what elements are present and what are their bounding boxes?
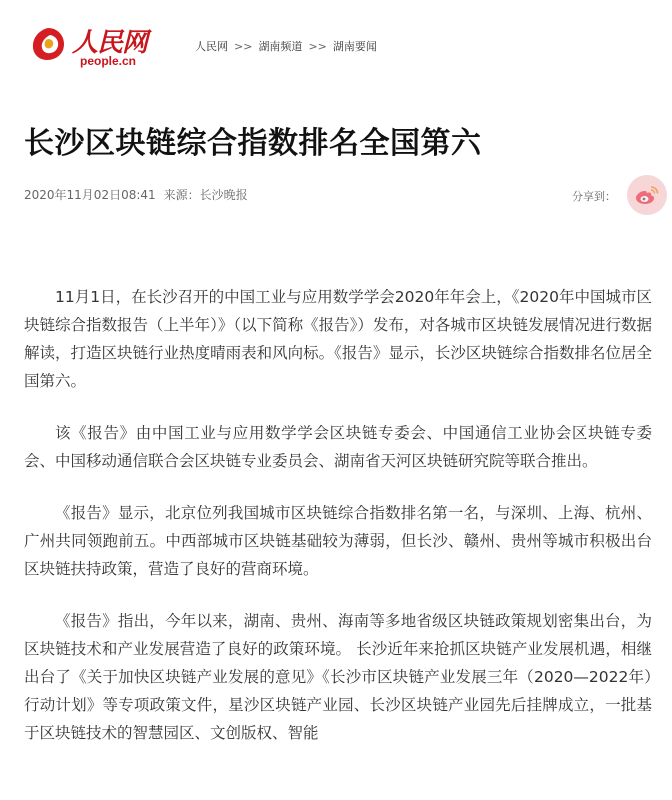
breadcrumb-item-hunan-channel[interactable]: 湖南频道 [258, 40, 303, 53]
article-meta [24, 186, 248, 203]
article-paragraph: 11月1日，在长沙召开的中国工业与应用数学学会2020年年会上，《2020年中国城市区块链综合指数报告（上半年）》（以下简称《报告》）发布，对各城市区块链发展情况进行数据解读，打造区块链行业热度晴雨表和风向标。《报告》显示，长沙区块链综合指数排名位居全国第六。 [24, 288, 652, 390]
article-paragraph: 该《报告》由中国工业与应用数学学会区块链专委会、中国通信工业协会区块链专委会、中国移动通信联合会区块链专业委员会、湖南省天河区块链研究院等联合推出。 [24, 424, 652, 470]
site-header [0, 0, 672, 90]
breadcrumb-item-people[interactable]: 人民网 [195, 40, 228, 53]
site-logo[interactable] [28, 22, 148, 72]
people-logo-icon [28, 24, 68, 64]
article-source: 来源：长沙晚报 [163, 188, 248, 202]
breadcrumb-separator: >> [234, 40, 253, 53]
article-paragraph: 《报告》显示，北京位列我国城市区块链综合指数排名第一名，与深圳、上海、杭州、广州共同领跑前五。中西部城市区块链基础较为薄弱，但长沙、赣州、贵州等城市积极出台区块链扶持政策，营造了良好的营商环境。 [24, 504, 652, 578]
breadcrumb-item-hunan-news[interactable]: 湖南要闻 [332, 40, 377, 53]
article-body [24, 283, 652, 771]
share-label: 分享到： [572, 190, 616, 203]
article-paragraph: 《报告》指出，今年以来，湖南、贵州、海南等多地省级区块链政策规划密集出台，为区块链技术和产业发展营造了良好的政策环境。 长沙近年来抢抓区块链产业发展机遇，相继出台了《关于加快区块链产业发展的意见》《长沙市区块链产业发展三年（2020—2022年）行动计划》等专项政策文件，星沙区块链产业园、长沙区块链产业园先后挂牌成立，一批基于区块链技术的智慧园区、文创版权、智能 [24, 612, 652, 742]
weibo-icon [635, 185, 659, 205]
breadcrumb-separator: >> [308, 40, 327, 53]
logo-text-en: people.cn [80, 54, 137, 68]
breadcrumb [195, 38, 377, 54]
article-title: 长沙区块链综合指数排名全国第六 [24, 126, 482, 161]
weibo-share-button[interactable] [627, 175, 667, 215]
publish-datetime: 2020年11月02日08:41 [24, 188, 156, 202]
logo-text-cn: 人民网 [72, 28, 148, 58]
